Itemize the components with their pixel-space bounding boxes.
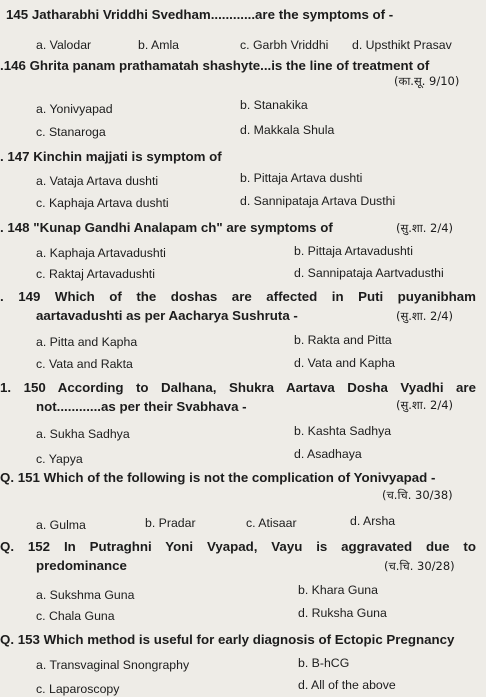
question-146 (0, 57, 429, 75)
option-c: c. Kaphaja Artava dushti (36, 196, 169, 210)
question-149-line2 (36, 307, 298, 325)
option-d: d. All of the above (298, 678, 396, 692)
question-text: Jatharabhi Vriddhi Svedham............are the symptoms of - (31, 7, 394, 22)
question-152 (0, 538, 476, 556)
option-a: a. Gulma (36, 518, 86, 532)
option-a: a. Sukshma Guna (36, 588, 135, 602)
option-c: c. Raktaj Artavadushti (36, 267, 155, 281)
question-text-line2: predominance (36, 558, 127, 573)
question-151 (0, 469, 435, 487)
question-text-line1: Which of the doshas are affected in Puti puyanibham (54, 289, 476, 304)
question-152-line2 (36, 557, 127, 575)
option-b: b. Pittaja Artava dushti (240, 171, 363, 185)
question-number: . 147 (0, 149, 30, 164)
option-b: b. Khara Guna (298, 583, 378, 597)
question-148 (0, 219, 333, 237)
option-a: a. Yonivyapad (36, 102, 113, 116)
option-d: d. Upsthikt Prasav (352, 38, 452, 52)
option-b: b. Amla (138, 38, 180, 52)
question-text-line1: In Putraghni Yoni Vyapad, Vayu is aggravated due to (63, 539, 476, 554)
option-b: b. Kashta Sadhya (294, 424, 392, 438)
option-d: d. Sannipataja Artava Dusthi (240, 194, 396, 208)
option-a: a. Vataja Artava dushti (36, 174, 159, 188)
option-c: c. Chala Guna (36, 609, 115, 623)
question-number: 145 (6, 7, 29, 22)
reference: (सु.शा. 2/4) (396, 221, 454, 235)
question-text: Which method is useful for early diagnosis of Ectopic Pregnancy (43, 632, 455, 647)
question-147 (0, 148, 222, 166)
question-145 (6, 6, 393, 24)
option-b: b. Rakta and Pitta (294, 333, 392, 347)
question-number: . 149 (0, 289, 41, 304)
option-d: d. Ruksha Guna (298, 606, 387, 620)
reference: (का.सू. 9/10) (394, 74, 460, 88)
question-150 (0, 379, 476, 397)
option-b: b. Pittaja Artavadushti (294, 244, 413, 258)
question-number: .146 (0, 58, 26, 73)
reference: (सु.शा. 2/4) (396, 309, 454, 323)
option-d: d. Asadhaya (294, 447, 362, 461)
option-a: a. Transvaginal Snongraphy (36, 658, 190, 672)
option-a: a. Valodar (36, 38, 92, 52)
option-c: c. Yapya (36, 452, 83, 466)
option-b: b. Pradar (145, 516, 196, 530)
question-text-line2: aartavadushti as per Aacharya Sushruta - (36, 308, 298, 323)
question-text: "Kunap Gandhi Analapam ch" are symptoms of (33, 220, 333, 235)
option-c: c. Garbh Vriddhi (240, 38, 329, 52)
question-number: 1. 150 (0, 380, 46, 395)
question-149 (0, 288, 476, 306)
question-number: Q. 152 (0, 539, 51, 554)
reference: (सु.शा. 2/4) (396, 398, 454, 412)
option-a: a. Kaphaja Artavadushti (36, 246, 166, 260)
option-d: d. Arsha (350, 514, 396, 528)
question-text-line2: not............as per their Svabhava - (36, 399, 247, 414)
question-150-line2 (36, 398, 247, 416)
option-c: c. Atisaar (246, 516, 297, 530)
question-153 (0, 631, 454, 649)
question-text-line1: According to Dalhana, Shukra Aartava Dosha Vyadhi are (57, 380, 476, 395)
option-d: d. Makkala Shula (240, 123, 335, 137)
option-a: a. Sukha Sadhya (36, 427, 130, 441)
question-text: Kinchin majjati is symptom of (33, 149, 222, 164)
question-number: Q. 151 (0, 470, 40, 485)
option-b: b. Stanakika (240, 98, 308, 112)
question-text: Ghrita panam prathamatah shashyte...is the line of treatment of (29, 58, 430, 73)
reference: (च.चि. 30/38) (382, 488, 453, 502)
option-c: c. Vata and Rakta (36, 357, 133, 371)
option-a: a. Pitta and Kapha (36, 335, 138, 349)
question-number: . 148 (0, 220, 30, 235)
question-number: Q. 153 (0, 632, 40, 647)
question-text: Which of the following is not the complication of Yonivyapad - (43, 470, 436, 485)
option-c: c. Stanaroga (36, 125, 106, 139)
option-d: d. Sannipataja Aartvadusthi (294, 266, 444, 280)
reference: (च.चि. 30/28) (384, 559, 455, 573)
option-c: c. Laparoscopy (36, 682, 120, 696)
option-b: b. B-hCG (298, 656, 350, 670)
option-d: d. Vata and Kapha (294, 356, 395, 370)
